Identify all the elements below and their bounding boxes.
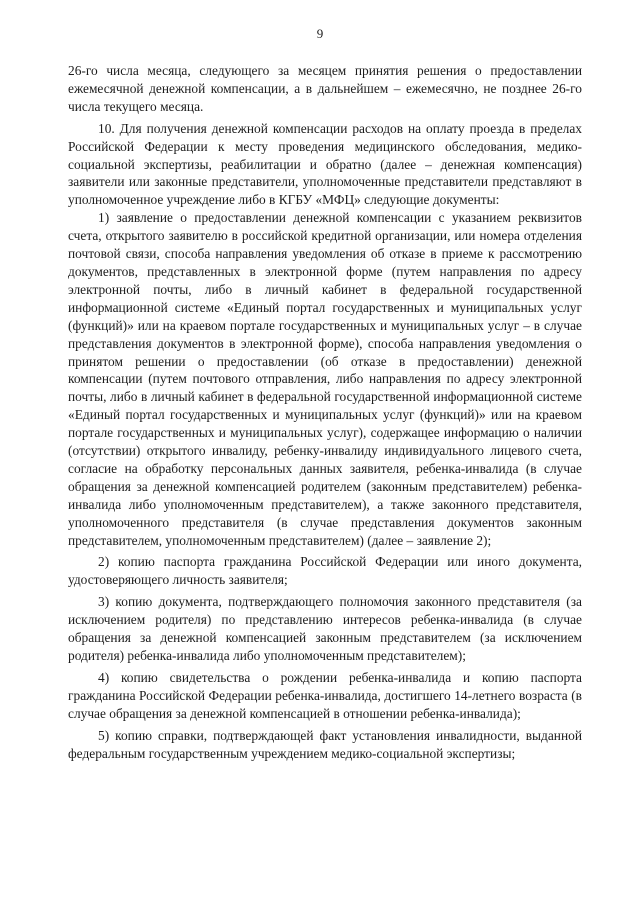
paragraph-item-10: 10. Для получения денежной компенсации расходов на оплату проезда в пределах Российской Федерации к месту проведения медицинского обследования, медико-социальной экспертизы, реабилитации и обратно (далее – денежная компенсация) заявители или законные представители, уполномоченные представители представляют в уполномоченное учреждение либо в КГБУ «МФЦ» следующие документы: [68,120,582,208]
list-item-1: 1) заявление о предоставлении денежной компенсации с указанием реквизитов счета, открытого заявителю в российской кредитной организации, или номера отделения почтовой связи, способа направления уведомления об отказе в приеме к рассмотрению документов, представленных в электронной форме (путем направления по адресу электронной почты, либо в личный кабинет в федеральной государственной информационной системе «Единый портал государственных и муниципальных услуг (функций)» или на краевом портале государственных и муниципальных услуг – в случае представления документов в электронной форме), способа направления уведомления о принятом решении о предоставлении (об отказе в предоставлении) денежной компенсации (путем почтового отправления, либо направления по адресу электронной почты, либо в личный кабинет в федеральной государственной информационной системе «Единый портал государственных и муниципальных услуг (функций)» или на краевом портале государственных и муниципальных услуг), содержащее информацию о наличии (отсутствии) открытого инвалиду, ребенку-инвалиду индивидуального лицевого счета, согласие на обработку персональных данных заявителя, ребенка-инвалида (в случае обращения за денежной компенсацией родителем (законным представителем) ребенка-инвалида либо уполномоченным представителем), а также законного представителя, уполномоченного представителя (в случае представления документов законным представителем, уполномоченным представителем) (далее – заявление 2); [68,210,582,548]
list-item-3: 3) копию документа, подтверждающего полномочия законного представителя (за исключением родителя) по представлению интересов ребенка-инвалида (в случае обращения за денежной компенсацией законным представителем (за исключением родителя) ребенка-инвалида либо уполномоченным представителем); [68,594,582,663]
list-item-4: 4) копию свидетельства о рождении ребенка-инвалида и копию паспорта гражданина Российской Федерации ребенка-инвалида, достигшего 14-летнего возраста (в случае обращения за денежной компенсацией в отношении ребенка-инвалида); [68,669,582,721]
paragraph-continuation: 26-го числа месяца, следующего за месяцем принятия решения о предоставлении ежемесячной денежной компенсации, а в дальнейшем – ежемесячно, не позднее 26-го числа текущего месяца. [68,63,582,114]
list-item-2: 2) копию паспорта гражданина Российской Федерации или иного документа, удостоверяющего личность заявителя; [68,554,582,588]
page-number: 9 [316,26,324,41]
document-body [68,62,582,762]
list-item-5: 5) копию справки, подтверждающей факт установления инвалидности, выданной федеральным государственным учреждением медико-социальной экспертизы; [68,727,582,761]
